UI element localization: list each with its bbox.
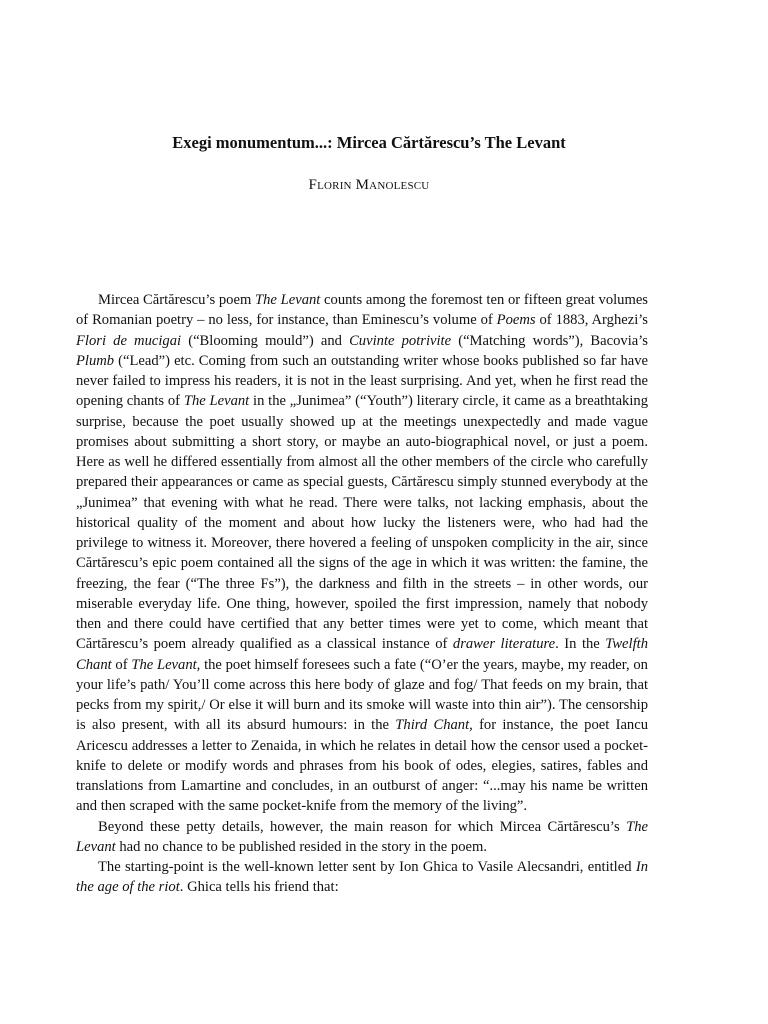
text-run: Beyond these petty details, however, the main reason for which Mircea Cărtărescu’s: [98, 818, 627, 835]
article-body: [76, 290, 648, 898]
italic-text: drawer literature: [452, 636, 556, 653]
text-run: . Ghica tells his friend that:: [179, 879, 339, 896]
text-run: the poet himself foresees such a fate (“O’er the years, maybe, my reader, on your life’s path/ You’ll come across this here body of glaze and fog/ That feeds on my brain, that pecks from my spirit,/ Or else it will burn and its smoke will waste into thin air”). The censorship is also present, with all its absurd humours: in the: [76, 656, 648, 734]
text-run: (“Lead”) etc. Coming from such an outstanding writer whose books published so far have never failed to impress his readers, it is not in the least surprising. And yet, when he first read the opening chants of: [76, 352, 648, 410]
text-run: for instance, the poet Iancu Aricescu addresses a letter to Zenaida, in which he relates in detail how the censor used a pocket-knife to delete or modify words and phrases from his book of odes, elegies, satires, fables and translations from Lamartine and concludes, in an outburst of anger: “...may his name be written and then scraped with the same pocket-knife from the memory of the living”.: [76, 717, 648, 815]
italic-text: The Levant: [183, 393, 250, 410]
text-run: Mircea Cărtărescu’s poem: [98, 292, 256, 308]
text-run: counts among the foremost ten or fifteen great volumes of Romanian poetry – no less, for instance, than Eminescu’s volume of: [76, 292, 648, 329]
italic-text: Plumb: [76, 352, 115, 369]
italic-text: The Levant: [255, 292, 321, 308]
italic-text: Twelfth Chant: [76, 636, 648, 673]
text-run: (“Matching words”), Bacovia’s: [451, 332, 648, 349]
italic-text: Third Chant,: [395, 717, 473, 734]
body-paragraph: [76, 817, 648, 858]
text-run: of: [111, 656, 132, 673]
body-paragraph: [76, 290, 648, 817]
body-paragraph: [76, 857, 648, 898]
italic-text: Poems: [496, 312, 536, 329]
italic-text: The Levant: [76, 818, 648, 855]
text-run: in the „Junimea” (“Youth”) literary circle, it came as a breathtaking surprise, because the poet usually showed up at the meetings unexpectedly and made vague promises about submitting a short story, or maybe an auto-biographical novel, or just a poem. Here as well he differed essentially from almost all the other members of the circle who carefully prepared their appearances or came as special guests, Cărtărescu simply stunned everybody at the „Junimea” that evening with what he read. There were talks, not lacking emphasis, about the historical quality of the moment and about how lucky the listeners were, who had had the privilege to witness it. Moreover, there hovered a feeling of unspoken complicity in the air, since Cărtărescu’s epic poem contained all the signs of the age in which it was written: the famine, the freezing, the fear (“The three Fs”), the darkness and filth in the streets – in other words, our miserable everyday life. One thing, however, spoiled the first impression, namely that nobody then and there could have certified that any better times were yet to come, which meant that Cărtărescu’s poem already qualified as a classical instance of: [76, 393, 648, 653]
author-name: Florin Manolescu: [308, 177, 430, 193]
italic-text: Cuvinte potrivite: [349, 332, 452, 349]
italic-text: Flori de mucigai: [76, 332, 182, 349]
text-run: . In the: [555, 636, 606, 653]
text-run: had no chance to be published resided in the story in the poem.: [115, 838, 487, 855]
italic-text: In the age of the riot: [76, 859, 648, 896]
italic-text: The Levant,: [131, 656, 201, 673]
article-title: Exegi monumentum...: Mircea Cărtărescu’s The Levant: [172, 133, 566, 152]
text-run: (“Blooming mould”) and: [181, 332, 350, 349]
text-run: The starting-point is the well-known letter sent by Ion Ghica to Vasile Alecsandri, entitled: [98, 859, 636, 875]
text-run: of 1883, Arghezi’s: [535, 312, 648, 329]
